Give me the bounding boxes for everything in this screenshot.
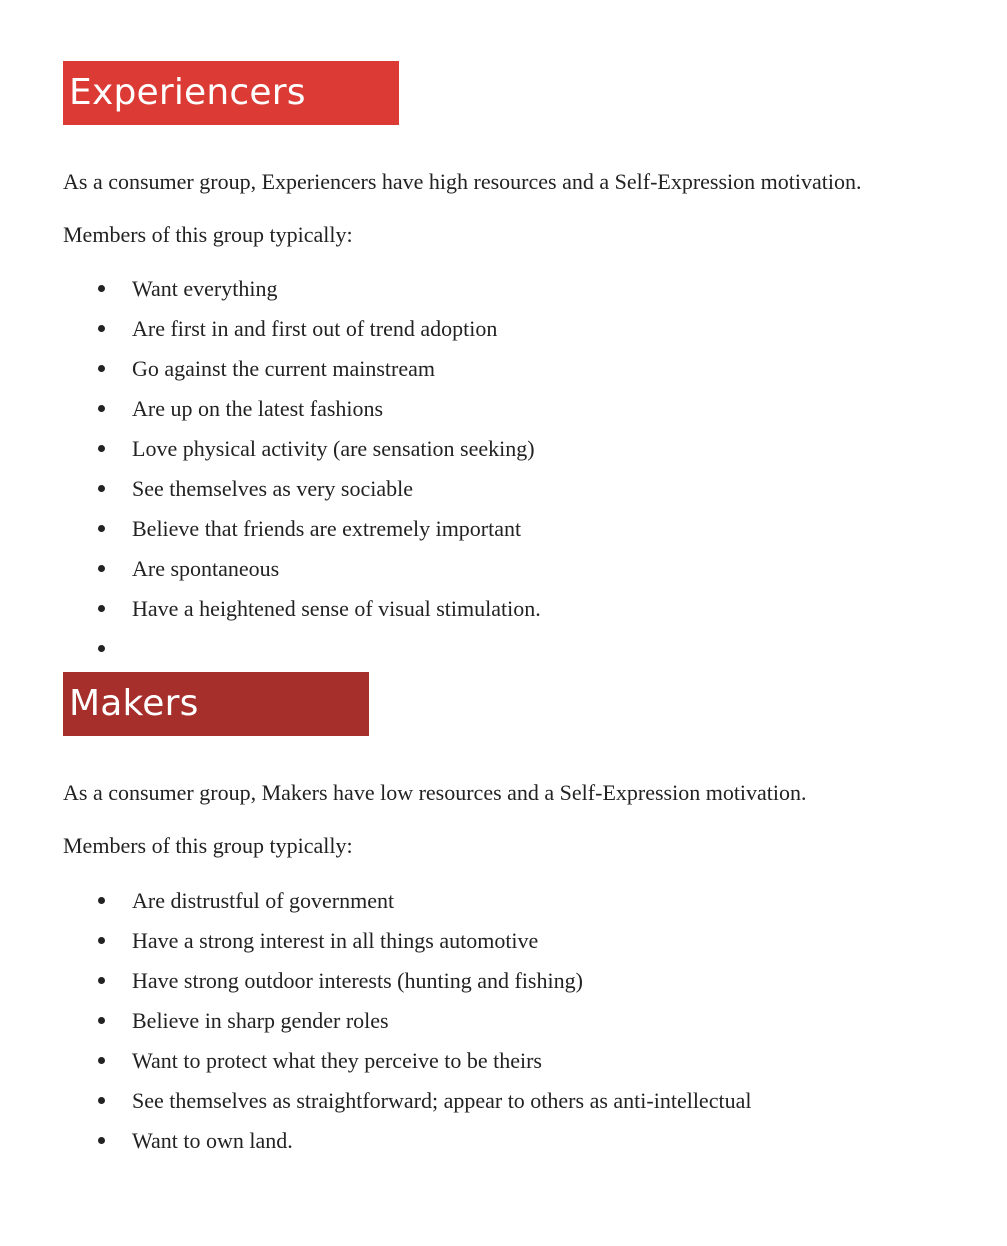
list-item	[63, 1087, 943, 1127]
trait-text: Want to protect what they perceive to be theirs	[132, 1048, 542, 1073]
experiencers-heading: Experiencers	[63, 61, 399, 125]
bullet-icon	[98, 445, 105, 452]
trait-text: Are spontaneous	[132, 556, 280, 581]
bullet-icon	[98, 1097, 105, 1104]
trait-text: Believe that friends are extremely important	[132, 516, 522, 541]
list-item	[63, 887, 943, 927]
trait-text: Believe in sharp gender roles	[132, 1008, 389, 1033]
experiencers-section	[63, 61, 943, 125]
bullet-icon	[98, 525, 105, 532]
trait-text: Want everything	[132, 276, 278, 301]
list-item	[63, 435, 943, 475]
makers-trait-list	[63, 887, 943, 1167]
bullet-icon	[98, 897, 105, 904]
trait-text: Love physical activity (are sensation seeking)	[132, 436, 535, 461]
bullet-icon	[98, 977, 105, 984]
bullet-icon	[98, 1137, 105, 1144]
bullet-icon	[98, 285, 105, 292]
list-item-empty	[63, 635, 943, 675]
list-item	[63, 595, 943, 635]
list-item	[63, 395, 943, 435]
bullet-icon	[98, 605, 105, 612]
list-item	[63, 475, 943, 515]
bullet-icon	[98, 325, 105, 332]
bullet-icon	[98, 485, 105, 492]
makers-intro: As a consumer group, Makers have low resources and a Self-Expression motivation.	[63, 780, 807, 805]
bullet-icon	[98, 565, 105, 572]
bullet-icon	[98, 405, 105, 412]
experiencers-intro: As a consumer group, Experiencers have high resources and a Self-Expression motivation.	[63, 169, 862, 194]
list-item	[63, 555, 943, 595]
list-item	[63, 315, 943, 355]
trait-text: Have strong outdoor interests (hunting and fishing)	[132, 968, 583, 993]
bullet-icon	[98, 1057, 105, 1064]
list-item	[63, 1047, 943, 1087]
trait-text: Have a heightened sense of visual stimulation.	[132, 596, 541, 621]
list-item	[63, 927, 943, 967]
trait-text: Go against the current mainstream	[132, 356, 436, 381]
experiencers-members-label: Members of this group typically:	[63, 222, 353, 247]
list-item	[63, 1007, 943, 1047]
list-item	[63, 1127, 943, 1167]
bullet-icon	[98, 365, 105, 372]
trait-text: Have a strong interest in all things automotive	[132, 928, 539, 953]
trait-text: See themselves as straightforward; appear to others as anti-intellectual	[132, 1088, 752, 1113]
trait-text: Are distrustful of government	[132, 888, 395, 913]
list-item	[63, 967, 943, 1007]
bullet-icon	[98, 937, 105, 944]
list-item	[63, 515, 943, 555]
list-item	[63, 275, 943, 315]
trait-text: Are first in and first out of trend adoption	[132, 316, 498, 341]
experiencers-trait-list	[63, 275, 943, 675]
trait-text: See themselves as very sociable	[132, 476, 414, 501]
bullet-icon	[98, 645, 105, 652]
list-item	[63, 355, 943, 395]
bullet-icon	[98, 1017, 105, 1024]
makers-members-label: Members of this group typically:	[63, 833, 353, 858]
trait-text: Want to own land.	[132, 1128, 293, 1153]
makers-section	[63, 672, 943, 736]
makers-heading: Makers	[63, 672, 369, 736]
trait-text: Are up on the latest fashions	[132, 396, 384, 421]
